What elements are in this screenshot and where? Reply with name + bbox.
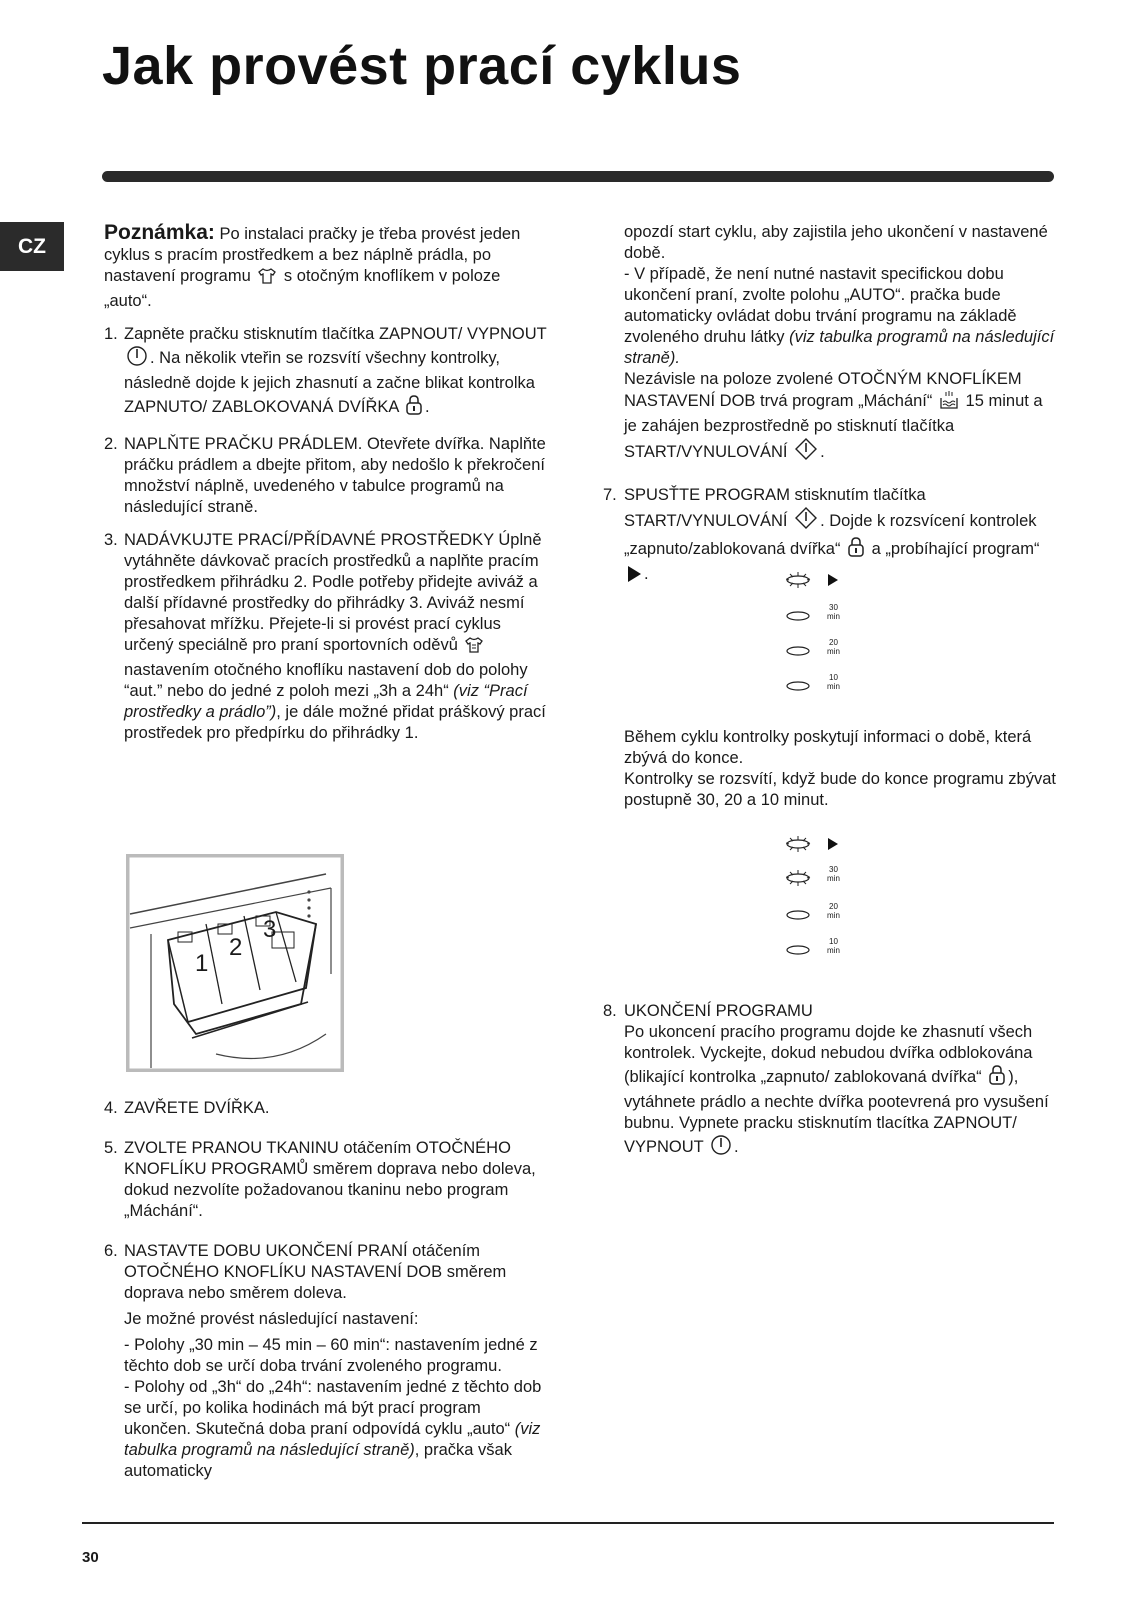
left-column [104,222,550,744]
rinse-icon [939,390,959,416]
indicator-panel-30min [786,836,866,966]
indicator-20-unit: min [827,911,840,920]
page-title: Jak provést prací cyklus [102,36,742,96]
step-8-column [603,1001,1058,1162]
step-7-after: Během cyklu kontrolky poskytují informaci o době, která zbývá do konce. Kontrolky se rozsvítí, když bude do konce programu zbývat postupně 30, 20 a 10 minut. [624,728,1056,809]
compartment-1-label: 1 [195,950,209,977]
power-icon [126,345,148,373]
indicator-20-num: 20 [829,902,838,911]
step-6-continued: opozdí start cyklu, aby zajistila jeho ukončení v nastavené době. - V případě, že není nutné nastavit specifickou dobu ukončení praní, zvolte polohu „AUTO“. pračka bude automaticky ovládat dobu trvání programu na základě zvoleného druhu látky (viz tabulka programů na následující straně). Nezávisle na poloze zvolené OTOČNÝM KNOFLÍKEM NASTAVENÍ DOB trvá program „Máchání“ 15 minut a je zahájen bezprostředně po stisknutí tlačítka START/VYNULOVÁNÍ . [603,222,1058,467]
sport-shirt-icon [464,636,484,660]
indicator-30-num: 30 [829,603,838,612]
play-icon [626,565,642,589]
page-number: 30 [82,1549,99,1566]
power-icon [710,1134,732,1162]
lock-icon [405,394,423,422]
title-divider [102,171,1054,182]
step-4: 4. ZAVŘETE DVÍŘKA. [104,1099,270,1117]
indicator-10-num: 10 [829,937,838,946]
start-reset-icon [794,437,818,467]
indicator-10-unit: min [827,682,840,691]
lock-icon [988,1064,1006,1092]
right-column [603,222,1058,589]
detergent-drawer-illustration [126,854,344,1072]
step-3: 3. NADÁVKUJTE PRACÍ/PŘÍDAVNÉ PROSTŘEDKY Úplně vytáhněte dávkovač pracích prostředků a naplňte pracím prostředkem přihrádku 2. Podle potřeby přidejte aviváž a další přídavné prostředky do přihrádky 3. Aviváž nesmí přesahovat mřížku. Přejete-li si provést prací cyklus určený speciálně pro praní sportovních oděvů nastavením otočného knoflíku nastavení dob do polohy “aut.” nebo do jedné z poloh mezi „3h a 24h“ (viz “Prací prostředky a prádlo”), je dále možné přidat práškový prací prostředek pro předpírku do přihrádky 1. [104,531,546,742]
indicator-20-num: 20 [829,638,838,647]
indicator-30-unit: min [827,874,840,883]
note-label: Poznámka: [104,221,215,244]
step-7: 7. SPUSŤTE PROGRAM stisknutím tlačítka START/VYNULOVÁNÍ . Dojde k rozsvícení kontrolek „zapnuto/zablokovaná dvířka“ a „probíhající program“ . [603,485,1058,589]
language-tab: CZ [0,222,64,271]
indicator-10-unit: min [827,946,840,955]
compartment-2-label: 2 [229,934,243,961]
step-6: 6. NASTAVTE DOBU UKONČENÍ PRANÍ otáčením OTOČNÉHO KNOFLÍKU NASTAVENÍ DOB směrem doprava nebo směrem doleva. Je možné provést následující nastavení: - Polohy „30 min – 45 min – 60 min“: nastavením jedné z těchto dob se určí doba trvání zvoleného programu. - Polohy od „3h“ do „24h“: nastavením jedné z těchto dob se určí, po kolika hodinách má být prací program ukončen. Skutečná doba praní odpovídá cyklu „auto“ (viz tabulka programů na následující straně), pračka však automaticky [104,1242,542,1480]
lock-icon [847,536,865,564]
shirt-icon [257,267,277,291]
step-5: 5. ZVOLTE PRANOU TKANINU otáčením OTOČNÉHO KNOFLÍKU PROGRAMŮ směrem doprava nebo doleva, dokud nezvolíte požadovanou tkaninu nebo program „Máchání“. [104,1139,536,1220]
step-2: 2. NAPLŇTE PRAČKU PRÁDLEM. Otevřete dvířka. Naplňte práčku prádlem a dbejte přitom, aby nedošlo k překročení množství náplně, uvedeného v tabulce programů na následující straně. [104,435,546,516]
step-8: 8. UKONČENÍ PROGRAMU Po ukoncení pracího programu dojde ke zhasnutí všech kontrolek. Vyckejte, dokud nebudou dvířka odblokována (blikající kontrolka „zapnuto/ zablokovaná dvířka“ ), vytáhnete prádlo a nechte dvířka pootevrená pro vysušení bubnu. Vypnete pracku stisknutím tlacítka ZAPNOUT/ VYPNOUT . [603,1001,1058,1162]
indicator-30-num: 30 [829,865,838,874]
indicator-10-num: 10 [829,673,838,682]
indicator-20-unit: min [827,647,840,656]
step-1: 1. Zapněte pračku stisknutím tlačítka ZAPNOUT/ VYPNOUT . Na několik vteřin se rozsvítí všechny kontrolky, následně dojde k jejich zhasnutí a začne blikat kontrolka ZAPNUTO/ ZABLOKOVANÁ DVÍŘKA . [104,324,550,422]
indicator-30-unit: min [827,612,840,621]
note-paragraph: Poznámka: Po instalaci pračky je třeba provést jeden cyklus s pracím prostředkem a bez náplně prádla, po nastavení programu s otočným knoflíkem v poloze „auto“. [104,221,521,310]
indicator-panel-start [786,572,866,702]
start-reset-icon [794,506,818,536]
left-column-lower [104,1098,550,1482]
footer-divider [82,1522,1054,1524]
compartment-3-label: 3 [263,916,277,943]
